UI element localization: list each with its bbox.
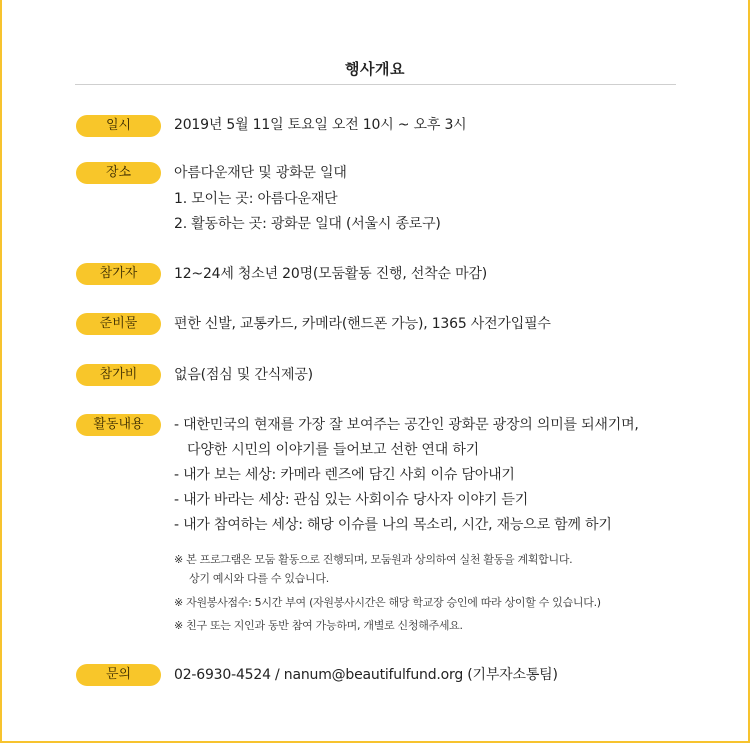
note-line-3: ※ 자원봉사점수: 5시간 부여 (자원봉사시간은 해당 학교장 승인에 따라 상이할 수 있습니다.) bbox=[174, 596, 601, 609]
activity-line-3: - 내가 보는 세상: 카메라 렌즈에 담긴 사회 이슈 담아내기 bbox=[174, 467, 515, 483]
activity-line-1: - 대한민국의 현재를 가장 잘 보여주는 공간인 광화문 광장의 의미를 되새기며, bbox=[174, 417, 639, 433]
date-text: 2019년 5월 11일 토요일 오전 10시 ~ 오후 3시 bbox=[174, 117, 467, 133]
activity-line-2: 다양한 시민의 이야기를 들어보고 선한 연대 하기 bbox=[187, 442, 479, 458]
label-participants: 참가자 bbox=[76, 263, 161, 285]
note-line-1: ※ 본 프로그램은 모둠 활동으로 진행되며, 모둠원과 상의하여 실천 활동을 계획합니다. bbox=[174, 553, 573, 566]
note-line-2: 상기 예시와 다를 수 있습니다. bbox=[189, 572, 329, 585]
label-supplies: 준비물 bbox=[76, 313, 161, 335]
contact-text: 02-6930-4524 / nanum@beautifulfund.org (기부자소통팀) bbox=[174, 667, 558, 683]
label-activities: 활동내용 bbox=[76, 414, 161, 436]
page-title: 행사개요 bbox=[345, 60, 405, 78]
supplies-text: 편한 신발, 교통카드, 카메라(핸드폰 가능), 1365 사전가입필수 bbox=[174, 316, 551, 332]
place-line-2: 1. 모이는 곳: 아름다운재단 bbox=[174, 191, 338, 207]
title-divider bbox=[75, 84, 676, 85]
label-place: 장소 bbox=[76, 162, 161, 184]
note-line-4: ※ 친구 또는 지인과 동반 참여 가능하며, 개별로 신청해주세요. bbox=[174, 619, 463, 632]
activity-line-5: - 내가 참여하는 세상: 해당 이슈를 나의 목소리, 시간, 재능으로 함께 하기 bbox=[174, 517, 612, 533]
label-fee: 참가비 bbox=[76, 364, 161, 386]
place-line-3: 2. 활동하는 곳: 광화문 일대 (서울시 종로구) bbox=[174, 216, 441, 232]
place-line-1: 아름다운재단 및 광화문 일대 bbox=[174, 165, 347, 181]
participants-text: 12~24세 청소년 20명(모둠활동 진행, 선착순 마감) bbox=[174, 266, 487, 282]
activity-line-4: - 내가 바라는 세상: 관심 있는 사회이슈 당사자 이야기 듣기 bbox=[174, 492, 529, 508]
fee-text: 없음(점심 및 간식제공) bbox=[174, 367, 313, 383]
label-contact: 문의 bbox=[76, 664, 161, 686]
label-date: 일시 bbox=[76, 115, 161, 137]
